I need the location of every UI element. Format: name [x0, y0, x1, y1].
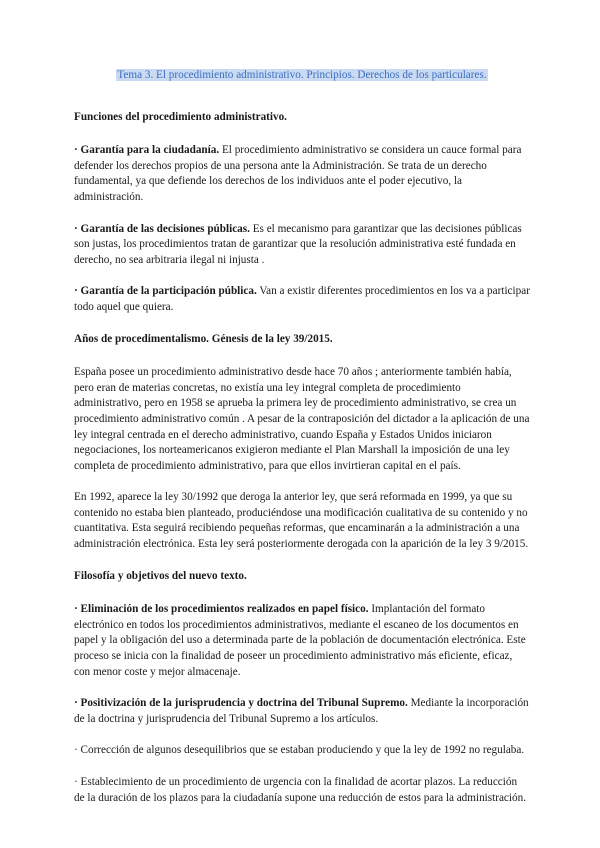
section-heading-funciones: Funciones del procedimiento administrativo.: [74, 110, 287, 123]
paragraph-espana-historia: España posee un procedimiento administrativo desde hace 70 años ; anteriormente también había, pero eran de materias concretas, no existía una ley integral completa de procedimiento administrativo, pero en 1958 se aprueba la primera ley de procedimiento administrativo, se crea un procedimiento administrativo común . A pesar de la contraposición del dictador a la aplicación de una ley integral centrada en el derecho administrativo, cuando España y Estados Unidos iniciaron negociaciones, los norteamericanos exigieron mediante el Plan Marshall la imposición de una ley completa de procedimiento administrativo, para que ellos invirtieran capital en el país.: [74, 366, 530, 472]
section-heading-procedimentalismo: Años de procedimentalismo. Génesis de la ley 39/2015.: [74, 332, 333, 345]
paragraph-ley-1992: En 1992, aparece la ley 30/1992 que deroga la anterior ley, que será reformada en 1999, ya que su contenido no estaba bien planteado, produciéndose una modificación cualitativa de su contenido y no cuantitativa. Esta seguirá recibiendo pequeñas reformas, que encaminarán a la administración a una administración electrónica. Esta ley será posteriormente derogada con la aparición de la ley 3 9/2015.: [74, 491, 529, 551]
paragraph-garantia-participacion: · Garantía de la participación pública. Van a existir diferentes procedimientos en los va a participar todo aquel que quiera.: [74, 285, 530, 313]
paragraph-urgencia: · Establecimiento de un procedimiento de urgencia con la finalidad de acortar plazos. La reducción de la duración de los plazos para la ciudadanía supone una reducción de estos para la administración.: [74, 776, 526, 804]
paragraph-garantia-ciudadania: · Garantía para la ciudadanía. El procedimiento administrativo se considera un cauce formal para defender los derechos propios de una persona ante la Administración. Se trata de un derecho fundamental, ya que defiende los derechos de los individuos ante el poder ejecutivo, la administración.: [74, 144, 522, 203]
document-title: Tema 3. El procedimiento administrativo. Principios. Derechos de los particulares.: [117, 69, 487, 81]
paragraph-positivizacion: · Positivización de la jurisprudencia y doctrina del Tribunal Supremo. Mediante la incorporación de la doctrina y jurisprudencia del Tribunal Supremo a los artículos.: [74, 697, 529, 725]
paragraph-correccion: · Corrección de algunos desequilibrios que se estaban produciendo y que la ley de 1992 no regulaba.: [74, 744, 525, 757]
section-heading-filosofia: Filosofía y objetivos del nuevo texto.: [74, 569, 247, 582]
paragraph-eliminacion-papel: · Eliminación de los procedimientos realizados en papel físico. Implantación del formato electrónico en todos los procedimientos administrativos, mediante el escaneo de los documentos en papel y la obligación del uso a determinada parte de la población de documentación electrónica. Este proceso se inicia con la finalidad de poseer un procedimiento administrativo más eficiente, eficaz, con menor coste y mejor almacenaje.: [74, 603, 526, 678]
paragraph-garantia-decisiones: · Garantía de las decisiones públicas. Es el mecanismo para garantizar que las decisiones públicas son justas, los procedimientos tratan de garantizar que la resolución administrativa esté fundada en derecho, no sea arbitraria ilegal ni injusta .: [74, 222, 522, 266]
